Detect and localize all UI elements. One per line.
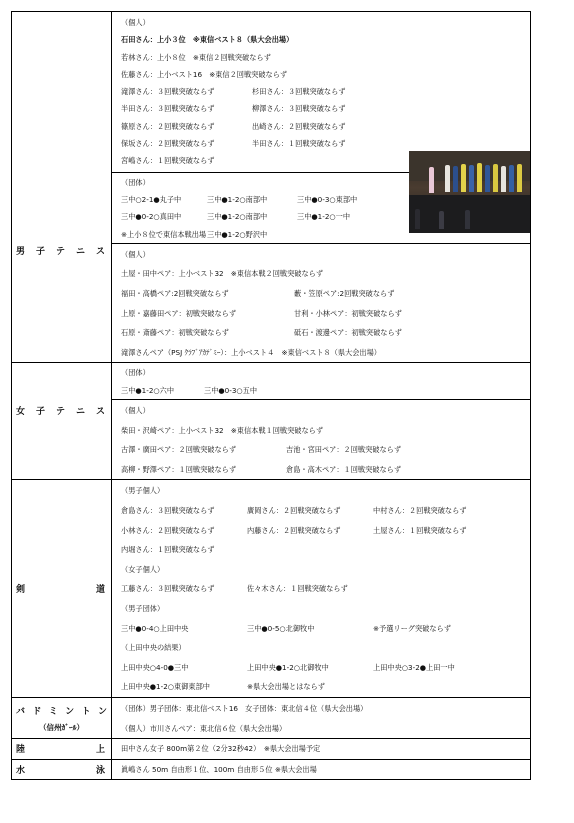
result-line [112, 66, 530, 83]
result-line [112, 245, 530, 265]
result-text: 滝澤さんペア（PSJ ｸﾗﾌﾞｱｶﾃﾞﾐｰ）：上小ベスト４ ※東信ベスト８（県大会出場） [121, 347, 381, 357]
result-line [112, 118, 530, 135]
label-char: ニ [75, 247, 85, 258]
result-text: 内藤さん：２回戦突破ならず [247, 525, 341, 535]
label-char: 泳 [95, 766, 105, 776]
result-text: （女子個人） [121, 564, 165, 574]
girls-tennis-individual-row [12, 400, 531, 480]
result-text: （団体） [121, 368, 150, 378]
result-text: 田中さん女子 800m第２位（2分32秒42） ※県大会出場予定 [121, 744, 321, 754]
result-text: 三中●1-2○南部中 [207, 212, 268, 222]
result-text: 篠原さん：２回戦突破ならず [121, 121, 215, 131]
label-char: 上 [95, 745, 105, 756]
result-line [112, 760, 530, 780]
result-text: 吉池・宮田ペア：２回戦突破ならず [286, 445, 402, 455]
athletics-cell [112, 739, 531, 760]
result-text: 三中○2-1●丸子中 [121, 194, 182, 204]
label-char: ト [81, 706, 91, 717]
result-line [112, 135, 530, 152]
result-text: 三中●0-3○東部中 [297, 194, 358, 204]
result-line [112, 323, 530, 343]
result-text: （上田中央の結果） [121, 643, 186, 653]
photo-person [453, 166, 458, 192]
photo-person [493, 164, 498, 192]
boys-tennis-label-bottom [12, 243, 112, 363]
girls-tennis-label [12, 400, 112, 480]
result-text: （男子個人） [121, 486, 165, 496]
result-line [112, 619, 530, 639]
result-line [112, 382, 530, 399]
kendo-cell [112, 480, 531, 698]
result-text: 柳澤さん：３回戦突破ならず [252, 104, 346, 114]
line-list [112, 760, 530, 780]
label-char: 子 [35, 406, 45, 417]
result-text: ※県大会出場とはならず [247, 682, 325, 692]
label-char: ス [95, 247, 105, 258]
result-line [112, 719, 530, 739]
result-text: 石原・斎藤ペア：初戦突破ならず [121, 328, 229, 338]
result-text: （団体）男子団体：東北信ベスト16 女子団体：東北信４位（県大会出場） [121, 703, 368, 713]
athletics-row [12, 739, 531, 760]
badminton-sub-label: （信州ｶﾞｰﾙ） [39, 722, 84, 732]
label-char: 子 [35, 247, 45, 258]
result-text: （個人）市川さんペア：東北信６位（県大会出場） [121, 723, 287, 733]
label-char: ミ [48, 706, 58, 717]
badminton-row [12, 697, 531, 738]
result-text: 福田・高橋ペア:2回戦突破ならず [121, 289, 229, 299]
label-char: ン [97, 706, 107, 717]
result-text: 三中●0-3○五中 [204, 385, 258, 395]
result-text: 砥石・渡邊ペア：初戦突破ならず [294, 328, 402, 338]
result-text: 土屋さん：１回戦突破ならず [373, 525, 467, 535]
boys-tennis-individual-cell [112, 12, 531, 173]
result-text: 滝澤さん：３回戦突破ならず [121, 87, 215, 97]
photo-person [439, 211, 444, 229]
label-char: 女 [16, 406, 26, 417]
boys-tennis-pairs-cell [112, 243, 531, 363]
label-char: 水 [16, 766, 26, 776]
result-text: 三中●1-2○野沢中 [207, 229, 268, 239]
result-line [112, 460, 530, 480]
result-line [112, 440, 530, 460]
boys-tennis-pairs-row [12, 243, 531, 363]
result-text: 半田さん：１回戦突破ならず [252, 139, 346, 149]
result-text: 上田中央●1-2○東御東部中 [121, 682, 210, 692]
line-list [112, 363, 530, 399]
line-list [112, 698, 530, 738]
swimming-cell [112, 759, 531, 780]
result-text: 若林さん：上小８位 ※東信２回戦突破ならず [121, 52, 271, 62]
photo-person [461, 164, 466, 192]
result-text: 倉島さん：３回戦突破ならず [121, 505, 215, 515]
result-text: ※予選リーグ突破ならず [373, 623, 451, 633]
photo-person [477, 163, 482, 192]
result-line [112, 540, 530, 560]
result-text: 工藤さん：３回戦突破ならず [121, 584, 215, 594]
label-chars [12, 704, 111, 717]
result-text: 三中●1-2○六中 [121, 385, 175, 395]
result-line [112, 699, 530, 719]
label-char: テ [55, 247, 65, 258]
result-text: 三中●0-5○北御牧中 [247, 623, 315, 633]
badminton-label [12, 697, 112, 738]
photo-person [469, 165, 474, 192]
result-text: 宮嶋さん：１回戦突破ならず [121, 156, 215, 166]
result-text: 三中●0-2○真田中 [121, 212, 182, 222]
label-char: ド [32, 706, 42, 717]
label-char: 陸 [16, 745, 26, 756]
result-line [112, 658, 530, 678]
result-text: 上田中央○3-2●上田一中 [373, 662, 455, 672]
result-line [112, 677, 530, 697]
label-char: ニ [75, 406, 85, 417]
label-char: バ [16, 706, 26, 717]
photo-person [501, 166, 506, 192]
result-line [112, 100, 530, 117]
label-char: 道 [95, 585, 105, 596]
result-text: 三中●1-2○一中 [297, 212, 351, 222]
line-list [112, 739, 530, 759]
result-line [112, 421, 530, 441]
result-text: 三中●1-2○南部中 [207, 194, 268, 204]
result-text: 出崎さん：２回戦突破ならず [252, 121, 346, 131]
result-text: 藪・笠原ペア:2回戦突破ならず [294, 289, 395, 299]
result-text: 石田さん：上小３位 ※東信ベスト８（県大会出場） [121, 35, 294, 45]
result-line [112, 83, 530, 100]
athletics-label [12, 739, 112, 760]
result-line [112, 638, 530, 658]
result-text: 柴田・沢崎ペア：上小ベスト32 ※東信本戦１回戦突破ならず [121, 425, 324, 435]
result-text: 小林さん：２回戦突破ならず [121, 525, 215, 535]
label-chars [12, 582, 111, 595]
boys-tennis-individual-row [12, 12, 531, 173]
kendo-label [12, 480, 112, 698]
label-chars [12, 742, 111, 755]
swimming-row [12, 759, 531, 780]
photo-person [445, 165, 450, 192]
result-text: 古澤・廣田ペア：２回戦突破ならず [121, 445, 237, 455]
result-line [112, 501, 530, 521]
results-table [11, 11, 531, 780]
result-text: 土屋・田中ペア：上小ベスト32 ※東信本戦２回戦突破ならず [121, 269, 324, 279]
photo-person [415, 209, 420, 229]
team-photo [409, 151, 530, 233]
label-char: 剣 [16, 585, 26, 596]
result-text: （個人） [121, 406, 150, 416]
result-text: （団体） [121, 177, 150, 187]
result-line [112, 264, 530, 284]
result-text: （個人） [121, 18, 150, 27]
result-line [112, 521, 530, 541]
photo-person [465, 210, 470, 229]
line-list [112, 480, 530, 697]
result-text: 半田さん：３回戦突破ならず [121, 104, 215, 114]
result-text: 中村さん：２回戦突破ならず [373, 505, 467, 515]
result-line [112, 579, 530, 599]
photo-person [485, 165, 490, 192]
line-list [112, 12, 530, 172]
result-text: 倉島・高木ペア：１回戦突破ならず [286, 464, 402, 474]
result-line [112, 739, 530, 759]
swimming-label [12, 759, 112, 780]
result-line [112, 49, 530, 66]
line-list [112, 244, 530, 363]
label-chars [12, 244, 111, 257]
result-text: 高柳・野澤ペア：１回戦突破ならず [121, 464, 237, 474]
label-char: テ [55, 406, 65, 417]
result-text: （男子団体） [121, 603, 165, 613]
result-text: 甘利・小林ペア：初戦突破ならず [294, 308, 402, 318]
result-text: 廣岡さん：２回戦突破ならず [247, 505, 341, 515]
result-text: 三中●0-4○上田中央 [121, 623, 189, 633]
results-page [11, 11, 531, 780]
result-line [112, 364, 530, 381]
result-line [112, 401, 530, 421]
result-line [112, 560, 530, 580]
result-line [112, 599, 530, 619]
result-text: （個人） [121, 249, 150, 259]
label-char: ス [95, 406, 105, 417]
boys-tennis-label-top [12, 12, 112, 173]
result-text: 内堀さん：１回戦突破ならず [121, 545, 215, 555]
result-text: 保坂さん：２回戦突破ならず [121, 139, 215, 149]
result-line [112, 31, 530, 48]
photo-person [429, 167, 434, 193]
label-char: 男 [16, 247, 26, 258]
girls-tennis-team-cell [112, 363, 531, 400]
result-text: 上原・嘉藤田ペア：初戦突破ならず [121, 308, 237, 318]
result-text: ※上小８位で東信本戦出場 [121, 229, 207, 239]
result-text: 佐々木さん：１回戦突破ならず [247, 584, 348, 594]
result-text: 眞嶋さん 50m 自由形１位、100m 自由形５位 ※県大会出場 [121, 764, 317, 774]
result-text: 上田中央○4-0●三中 [121, 662, 189, 672]
result-line [112, 14, 530, 31]
label-char: ン [65, 706, 75, 717]
label-chars [12, 400, 111, 417]
girls-tennis-label-top [12, 363, 112, 400]
result-line [112, 284, 530, 304]
result-line [112, 343, 530, 363]
photo-person [517, 164, 522, 192]
boys-tennis-label [12, 172, 112, 258]
photo-person [509, 165, 514, 192]
badminton-cell [112, 697, 531, 738]
line-list [112, 400, 530, 479]
result-text: 佐藤さん：上小ベスト16 ※東信２回戦突破ならず [121, 69, 288, 79]
result-text: 上田中央●1-2○北御牧中 [247, 662, 329, 672]
girls-tennis-individual-cell [112, 400, 531, 480]
result-line [112, 304, 530, 324]
kendo-row [12, 480, 531, 698]
label-chars [12, 763, 111, 776]
result-line [112, 481, 530, 501]
result-text: 杉田さん：３回戦突破ならず [252, 87, 346, 97]
girls-tennis-team-row [12, 363, 531, 400]
